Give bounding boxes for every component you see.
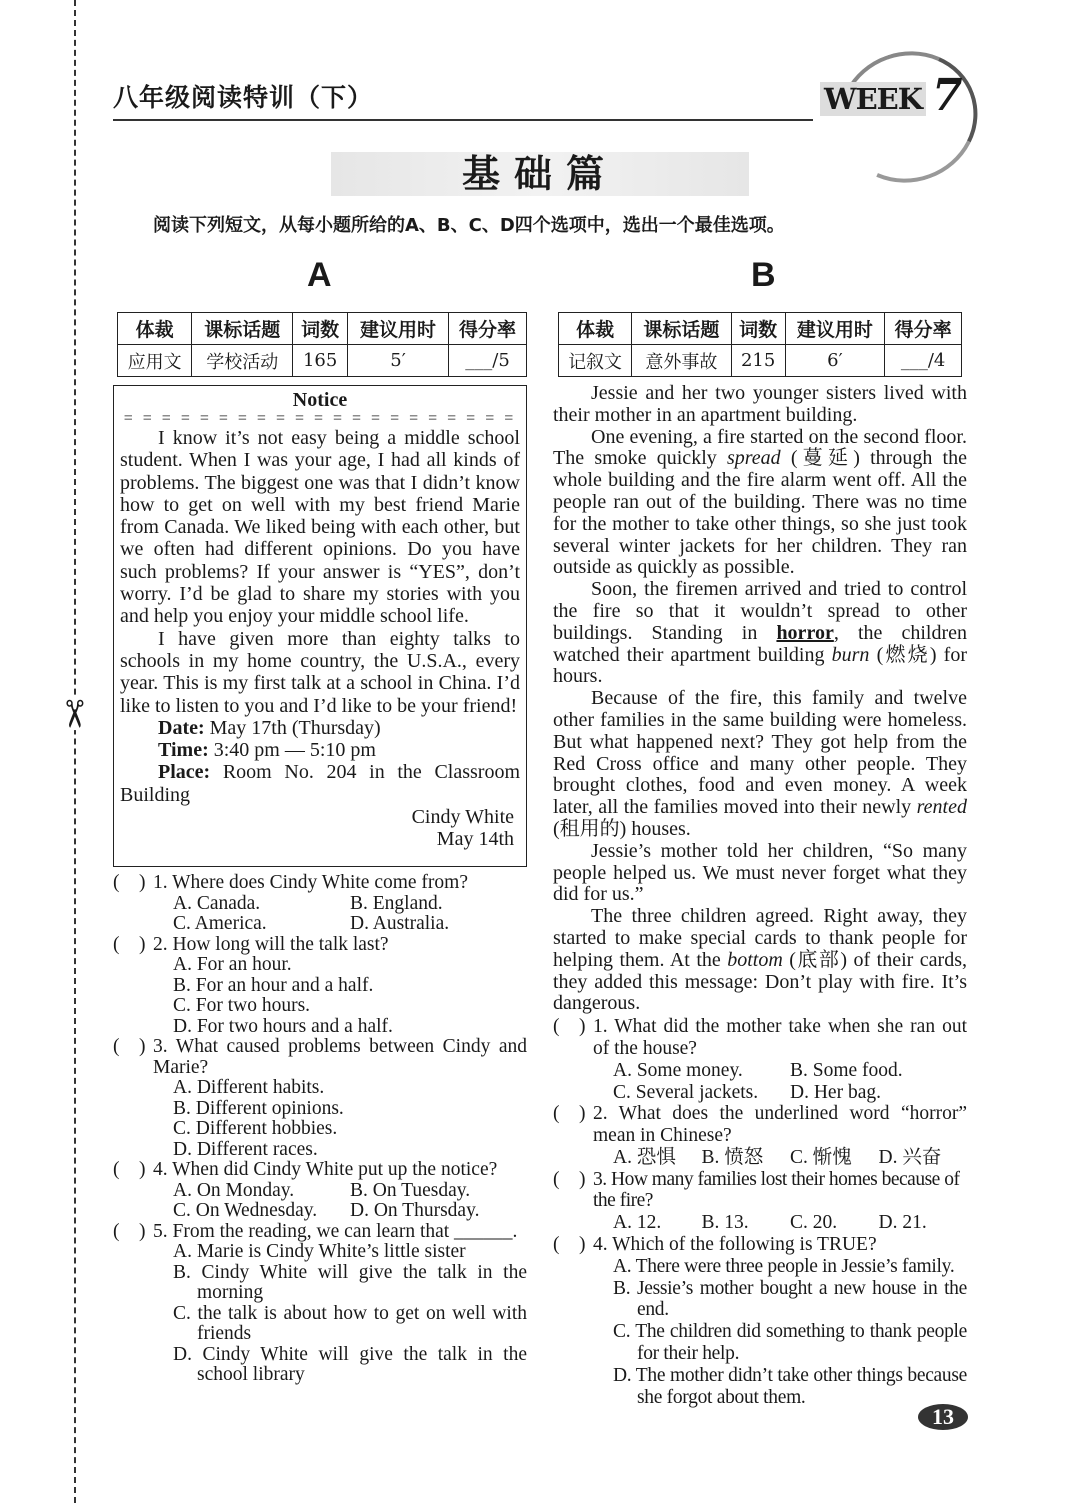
option: D. The mother didn’t take other things because she forgot about them. (613, 1364, 967, 1408)
option: C. The children did something to thank people for their help. (613, 1321, 967, 1365)
gloss: (底部) (782, 948, 848, 971)
genre-cell: 应用文 (118, 345, 192, 377)
word-count-cell: 215 (731, 345, 785, 377)
passage-paragraph (553, 688, 967, 841)
option: B. Cindy White will give the talk in the morning (173, 1261, 527, 1303)
cut-line (74, 0, 76, 1503)
option: D. Australia. (350, 913, 450, 934)
option: D. Her bag. (790, 1081, 881, 1103)
option: B. Jessie’s mother bought a new house in the end. (613, 1277, 967, 1321)
header-cell: 得分率 (449, 313, 527, 345)
page-number: 13 (918, 1404, 968, 1430)
passage-b-text (553, 383, 967, 1408)
question-stem: 2. What does the underlined word “horror” mean in Chinese? (593, 1103, 967, 1147)
text: of their cards, they added this message: Don’t play with fire. It’s dangerous. (553, 948, 967, 1015)
text: One evening, a fire started on the second floor. The smoke quickly (553, 425, 967, 470)
date-label: Date: (158, 716, 205, 739)
score-cell: ___/4 (885, 345, 962, 377)
header-cell: 课标话题 (632, 313, 732, 345)
header-divider (113, 119, 813, 121)
header-cell: 课标话题 (192, 313, 293, 345)
option: A. For an hour. (173, 954, 292, 975)
question-stem: 1. What did the mother take when she ran out of the house? (593, 1016, 967, 1059)
option: C. Different hobbies. (173, 1118, 338, 1139)
answer-bracket[interactable]: ( ) (553, 1234, 586, 1256)
passage-paragraph: Jessie and her two younger sisters lived with their mother in an apartment building. (553, 382, 967, 426)
passage-b-label: B (751, 256, 776, 294)
text: The three children agreed. Right away, they started to make special cards to thank people for helping them. At the (553, 905, 967, 971)
option: D. For two hours and a half. (173, 1015, 393, 1037)
score-cell: ___/5 (449, 345, 527, 377)
notice-box (113, 385, 527, 867)
option: A. 12. (613, 1212, 662, 1234)
option: C. 20. (790, 1212, 838, 1234)
gloss: (燃烧) (869, 643, 937, 666)
word-count-cell: 165 (293, 345, 348, 377)
question-stem: 3. How many families lost their homes because of the fire? (593, 1168, 960, 1212)
option: C. Several jackets. (613, 1081, 759, 1103)
answer-bracket[interactable]: ( ) (113, 872, 146, 893)
time-cell: 5′ (348, 345, 449, 377)
book-title: 八年级阅读特训（下） (113, 83, 374, 112)
option: D. Cindy White will give the talk in the school library (173, 1343, 527, 1385)
question (553, 1169, 967, 1234)
passage-a-meta-table (117, 312, 527, 377)
time-cell: 6′ (785, 345, 885, 377)
option: A. There were three people in Jessie’s family. (613, 1255, 955, 1277)
question-stem: 5. From the reading, we can learn that ______. (153, 1220, 518, 1242)
option: C. For two hours. (173, 995, 311, 1016)
signature: Cindy White (411, 806, 514, 829)
answer-bracket[interactable]: ( ) (113, 1159, 146, 1180)
header-cell: 词数 (731, 313, 785, 345)
week-arc-decoration (820, 32, 996, 202)
answer-bracket[interactable]: ( ) (553, 1016, 586, 1038)
text: , the children watched their apartment building (553, 621, 968, 666)
text: through the whole building and the fire alarm went off. All the people ran out of the building. There was no time for the mother to take other things, so she just took several winter jackets for her children. They ran outside as quickly as possible. (553, 447, 967, 579)
notice-title: Notice (292, 389, 348, 411)
option: A. Marie is Cindy White’s little sister (173, 1241, 466, 1262)
option: D. On Thursday. (350, 1200, 480, 1221)
time-label: Time: (158, 739, 209, 762)
option: A. On Monday. (173, 1179, 295, 1201)
gloss: (租用的) (553, 817, 627, 840)
place-value: Room No. 204 in the Classroom Building (120, 761, 520, 806)
question-stem: 4. When did Cindy White put up the notice? (153, 1159, 498, 1180)
notice-paragraph: I know it’s not easy being a middle school student. When I was your age, I had all kinds of problems. The biggest one was that I didn’t know how to get on well with my best friend Marie from Canada. We liked being with each other, but we often had different opinions. Do you have such problems? If your answer is “YES”, don’t worry. I’d be glad to share my stories with you and help you enjoy your middle school life. (120, 427, 520, 628)
question (113, 873, 527, 935)
option: C. the talk is about how to get on well with friends (173, 1302, 527, 1344)
option: B. Different opinions. (173, 1097, 344, 1119)
question-stem: 4. Which of the following is TRUE? (593, 1234, 877, 1256)
question (113, 935, 527, 1038)
question-stem: 3. What caused problems between Cindy and Marie? (153, 1036, 527, 1078)
passage-a-label: A (307, 256, 332, 294)
option: A. Different habits. (173, 1077, 325, 1098)
header-cell: 词数 (293, 313, 348, 345)
glossed-word: burn (831, 643, 870, 666)
question (113, 1037, 527, 1160)
option: C. On Wednesday. (173, 1200, 318, 1221)
passage-paragraph (553, 906, 967, 1015)
topic-cell: 意外事故 (632, 345, 732, 377)
glossed-word: bottom (727, 948, 783, 971)
underlined-word: horror (776, 621, 834, 644)
header-cell: 建议用时 (785, 313, 885, 345)
genre-cell: 记叙文 (559, 345, 632, 377)
question-stem: 1. Where does Cindy White come from? (153, 872, 468, 893)
passage-paragraph: Jessie’s mother told her children, “So many people helped us. We must never forget what they did for us.” (553, 839, 967, 906)
option: C. America. (173, 913, 267, 934)
question-stem: 2. How long will the talk last? (153, 933, 389, 955)
option: A. 恐惧 (613, 1146, 676, 1168)
week-label: WEEK (820, 82, 926, 116)
answer-bracket[interactable]: ( ) (553, 1103, 586, 1125)
question (113, 1222, 527, 1386)
glossed-word: spread (726, 447, 781, 470)
header-cell: 体裁 (559, 313, 632, 345)
week-number: 7 (932, 70, 963, 121)
date-value: May 17th (Thursday) (204, 716, 381, 739)
option: A. Some money. (613, 1059, 743, 1081)
text: houses. (626, 817, 691, 840)
section-title: 基础篇 (331, 152, 749, 196)
notice-divider: = = = = = = = = = = = = = = = = = = = = = (123, 411, 517, 427)
question (113, 1160, 527, 1222)
option: A. Canada. (173, 892, 261, 914)
question (553, 1234, 967, 1408)
option: B. For an hour and a half. (173, 974, 374, 996)
header-cell: 建议用时 (348, 313, 449, 345)
option: B. 13. (701, 1212, 749, 1234)
option: B. On Tuesday. (350, 1179, 471, 1201)
glossed-word: rented (916, 796, 967, 819)
text: Soon, the firemen arrived and tried to control the fire so that it wouldn’t spread to other buildings. Standing in (553, 578, 967, 644)
answer-bracket[interactable]: ( ) (553, 1168, 586, 1190)
option: D. Different races. (173, 1138, 318, 1160)
notice-date (120, 717, 520, 739)
passage-b-meta-table (558, 312, 962, 377)
passage-paragraph (553, 427, 967, 580)
answer-bracket[interactable]: ( ) (113, 1220, 146, 1242)
time-value: 3:40 pm — 5:10 pm (208, 739, 376, 762)
header-cell: 体裁 (118, 313, 192, 345)
notice-paragraph: I have given more than eighty talks to schools in my home country, the U.S.A., every year. This is my first talk at a school in China. I’d like to listen to you and I’d like to be your friend! (120, 627, 520, 717)
answer-bracket[interactable]: ( ) (113, 933, 146, 955)
answer-bracket[interactable]: ( ) (113, 1036, 146, 1057)
option: B. England. (350, 892, 443, 914)
option: D. 兴奋 (878, 1146, 942, 1168)
option: B. 愤怒 (701, 1146, 764, 1168)
instruction: 阅读下列短文，从每小题所给的A、B、C、D四个选项中，选出一个最佳选项。 (153, 215, 785, 236)
text: for hours. (553, 643, 967, 688)
option: D. 21. (878, 1212, 927, 1234)
notice-place (120, 761, 520, 806)
question (553, 1103, 967, 1168)
passage-paragraph (553, 579, 967, 688)
passage-a-questions (113, 873, 527, 1386)
question (553, 1016, 967, 1103)
scissors-icon: ✂ (51, 698, 96, 730)
topic-cell: 学校活动 (192, 345, 293, 377)
gloss: (蔓延) (780, 447, 860, 470)
option: B. Some food. (790, 1059, 903, 1081)
text: Because of the fire, this family and twelve other families in the same building were homeless. But what happened next? They got help from the Red Cross office and many other people. They brought clothes, food and even money. A week later, all the families moved into their newly (553, 687, 967, 819)
sign-date: May 14th (436, 828, 514, 851)
place-label: Place: (158, 761, 211, 784)
notice-time (120, 739, 520, 761)
option: C. 惭愧 (790, 1146, 852, 1168)
header-cell: 得分率 (885, 313, 962, 345)
